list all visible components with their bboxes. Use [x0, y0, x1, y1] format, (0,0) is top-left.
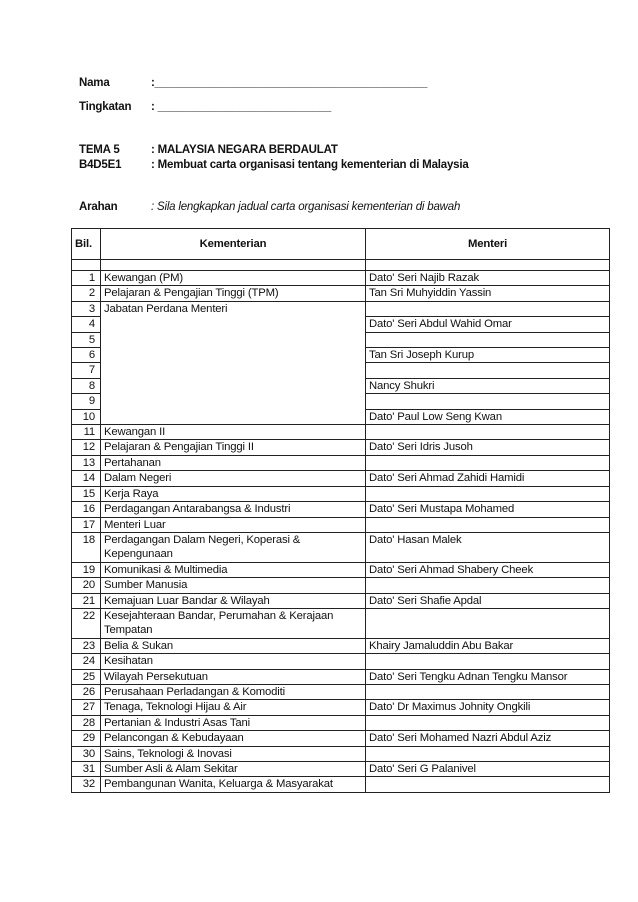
row-number: 6 [72, 348, 101, 363]
row-number: 19 [72, 562, 101, 577]
ministry-cell: Menteri Luar [101, 517, 366, 532]
arahan-line [79, 201, 460, 213]
table-row [72, 455, 610, 470]
table-row [72, 286, 610, 301]
row-number: 5 [72, 332, 101, 347]
table-row [72, 502, 610, 517]
minister-cell[interactable]: Dato' Seri Tengku Adnan Tengku Mansor [366, 669, 610, 684]
minister-cell[interactable]: Tan Sri Muhyiddin Yassin [366, 286, 610, 301]
minister-cell[interactable] [366, 455, 610, 470]
row-number: 13 [72, 455, 101, 470]
table-row [72, 440, 610, 455]
ministry-cell: Belia & Sukan [101, 638, 366, 653]
row-number: 18 [72, 532, 101, 562]
ministry-cell: Dalam Negeri [101, 471, 366, 486]
row-number: 4 [72, 317, 101, 332]
minister-cell[interactable] [366, 394, 610, 409]
minister-cell[interactable]: Dato' Hasan Malek [366, 532, 610, 562]
minister-cell[interactable]: Dato' Seri G Palanivel [366, 762, 610, 777]
minister-cell[interactable]: Dato' Seri Mohamed Nazri Abdul Aziz [366, 731, 610, 746]
minister-cell[interactable] [366, 301, 610, 316]
row-number: 21 [72, 593, 101, 608]
row-number: 20 [72, 578, 101, 593]
table-spacer-row [72, 260, 610, 271]
row-number: 23 [72, 638, 101, 653]
row-number: 15 [72, 486, 101, 501]
table-row [72, 578, 610, 593]
table-row [72, 669, 610, 684]
minister-cell[interactable] [366, 332, 610, 347]
minister-cell[interactable]: Dato' Seri Shafie Apdal [366, 593, 610, 608]
ministry-cell: Pelajaran & Pengajian Tinggi (TPM) [101, 286, 366, 301]
spacer-cell [366, 260, 610, 271]
ministry-cell: Pelancongan & Kebudayaan [101, 731, 366, 746]
ministry-cell: Pertanian & Industri Asas Tani [101, 715, 366, 730]
spacer-cell [101, 260, 366, 271]
tingkatan-label: Tingkatan [79, 101, 132, 113]
table-row [72, 517, 610, 532]
row-number: 1 [72, 271, 101, 286]
tema-value: : MALAYSIA NEGARA BERDAULAT [151, 144, 338, 156]
row-number: 29 [72, 731, 101, 746]
ministry-cell: Tenaga, Teknologi Hijau & Air [101, 700, 366, 715]
header-menteri: Menteri [366, 229, 610, 260]
table-row [72, 486, 610, 501]
tingkatan-line [79, 101, 331, 113]
minister-cell[interactable] [366, 746, 610, 761]
ministry-cell: Jabatan Perdana Menteri [101, 301, 366, 424]
ministry-cell: Sumber Asli & Alam Sekitar [101, 762, 366, 777]
minister-cell[interactable]: Dato' Seri Mustapa Mohamed [366, 502, 610, 517]
ministry-cell: Wilayah Persekutuan [101, 669, 366, 684]
ministry-cell: Sumber Manusia [101, 578, 366, 593]
spacer-cell [72, 260, 101, 271]
ministry-cell: Kemajuan Luar Bandar & Wilayah [101, 593, 366, 608]
table-row [72, 700, 610, 715]
row-number: 22 [72, 608, 101, 638]
table-row [72, 471, 610, 486]
row-number: 24 [72, 654, 101, 669]
table-header-row [72, 229, 610, 260]
minister-cell[interactable] [366, 486, 610, 501]
table-row [72, 684, 610, 699]
table-row [72, 532, 610, 562]
row-number: 2 [72, 286, 101, 301]
ministry-cell: Kesejahteraan Bandar, Perumahan & Kerajaan Tempatan [101, 608, 366, 638]
minister-cell[interactable] [366, 777, 610, 792]
table-row [72, 654, 610, 669]
row-number: 30 [72, 746, 101, 761]
ministry-cell: Perdagangan Dalam Negeri, Koperasi & Kepengunaan [101, 532, 366, 562]
ministry-cell: Perdagangan Antarabangsa & Industri [101, 502, 366, 517]
ministry-cell: Kerja Raya [101, 486, 366, 501]
row-number: 11 [72, 425, 101, 440]
table-row [72, 562, 610, 577]
header-bil: Bil. [72, 229, 101, 260]
ministry-cell: Pelajaran & Pengajian Tinggi II [101, 440, 366, 455]
row-number: 12 [72, 440, 101, 455]
table-row [72, 425, 610, 440]
minister-cell[interactable]: Dato' Dr Maximus Johnity Ongkili [366, 700, 610, 715]
row-number: 27 [72, 700, 101, 715]
nama-label: Nama [79, 77, 110, 89]
code-line [79, 159, 469, 171]
row-number: 14 [72, 471, 101, 486]
tingkatan-field[interactable]: : ____________________________ [151, 101, 332, 113]
code-value: : Membuat carta organisasi tentang kementerian di Malaysia [151, 159, 469, 171]
table-row [72, 593, 610, 608]
ministry-cell: Pembangunan Wanita, Keluarga & Masyarakat [101, 777, 366, 792]
minister-cell[interactable]: Dato' Seri Najib Razak [366, 271, 610, 286]
arahan-value: : Sila lengkapkan jadual carta organisasi kementerian di bawah [151, 201, 461, 213]
minister-cell[interactable] [366, 684, 610, 699]
row-number: 16 [72, 502, 101, 517]
nama-field[interactable]: :____________________________________________ [151, 77, 428, 89]
tema-label: TEMA 5 [79, 144, 120, 156]
minister-cell[interactable]: Dato' Seri Idris Jusoh [366, 440, 610, 455]
table-row [72, 638, 610, 653]
ministry-cell: Kesihatan [101, 654, 366, 669]
row-number: 3 [72, 301, 101, 316]
row-number: 17 [72, 517, 101, 532]
ministry-cell: Sains, Teknologi & Inovasi [101, 746, 366, 761]
minister-cell[interactable]: Khairy Jamaluddin Abu Bakar [366, 638, 610, 653]
minister-cell[interactable] [366, 654, 610, 669]
minister-cell[interactable]: Dato' Seri Abdul Wahid Omar [366, 317, 610, 332]
row-number: 26 [72, 684, 101, 699]
header-kementerian: Kementerian [101, 229, 366, 260]
table-row [72, 301, 610, 316]
minister-cell[interactable]: Tan Sri Joseph Kurup [366, 348, 610, 363]
row-number: 10 [72, 409, 101, 424]
minister-cell[interactable] [366, 608, 610, 638]
row-number: 25 [72, 669, 101, 684]
minister-cell[interactable] [366, 363, 610, 378]
minister-cell[interactable]: Dato' Seri Ahmad Zahidi Hamidi [366, 471, 610, 486]
minister-cell[interactable] [366, 517, 610, 532]
table-row [72, 715, 610, 730]
table-row [72, 777, 610, 792]
minister-cell[interactable] [366, 425, 610, 440]
ministry-cell: Kewangan (PM) [101, 271, 366, 286]
minister-cell[interactable]: Dato' Seri Ahmad Shabery Cheek [366, 562, 610, 577]
row-number: 28 [72, 715, 101, 730]
row-number: 7 [72, 363, 101, 378]
row-number: 9 [72, 394, 101, 409]
arahan-label: Arahan [79, 201, 118, 213]
table-row [72, 271, 610, 286]
table-body [72, 271, 610, 793]
table-row [72, 608, 610, 638]
minister-cell[interactable]: Dato' Paul Low Seng Kwan [366, 409, 610, 424]
row-number: 8 [72, 378, 101, 393]
code-label: B4D5E1 [79, 159, 122, 171]
ministry-cell: Perusahaan Perladangan & Komoditi [101, 684, 366, 699]
ministry-cell: Kewangan II [101, 425, 366, 440]
ministry-cell: Pertahanan [101, 455, 366, 470]
tema-line [79, 144, 338, 156]
ministry-table [71, 228, 610, 793]
minister-cell[interactable] [366, 715, 610, 730]
row-number: 31 [72, 762, 101, 777]
table-row [72, 762, 610, 777]
nama-line [79, 77, 427, 89]
minister-cell[interactable] [366, 578, 610, 593]
row-number: 32 [72, 777, 101, 792]
minister-cell[interactable]: Nancy Shukri [366, 378, 610, 393]
table-row [72, 746, 610, 761]
table-row [72, 731, 610, 746]
ministry-cell: Komunikasi & Multimedia [101, 562, 366, 577]
